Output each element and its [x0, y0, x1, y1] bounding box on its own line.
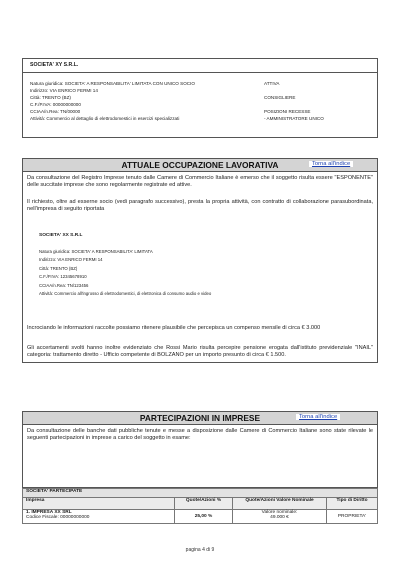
col-company: Impresa — [23, 498, 175, 510]
table-header: SOCIETA' PARTECIPATE — [23, 489, 378, 498]
occupation-para-4: Gli accertamenti svolti hanno inoltre evidenziato che Rossi Mario risulta percepire pensione erogata dall'istituto previdenziale "INAIL" categoria: trattamento diretto - Ufficio competente di BOLZANO per un importo presunto di circa € 1.500. — [27, 345, 373, 359]
occupation-section — [22, 158, 378, 363]
participations-table — [22, 488, 378, 524]
occupation-title: ATTUALE OCCUPAZIONE LAVORATIVA — [121, 160, 279, 170]
inner-company-legal-form: Natura giuridica: SOCIETA' A RESPONSABILITA' LIMITATA — [39, 249, 153, 254]
cell-nominal — [233, 510, 327, 524]
participations-para: Da consultazione delle banche dati pubbliche tenute e messe a disposizione dalle Camere di Commercio Italiane sono state rilevate le seguenti partecipazioni in imprese a carico del soggetto in esame: — [27, 428, 373, 442]
col-nominal: Quote/Azioni Valore Nominale — [233, 498, 327, 510]
inner-company-vat: C.F./P.IVA: 12345678910 — [39, 274, 87, 279]
company-cf: Codice Fiscale: 00000000000 — [26, 515, 90, 521]
cell-company — [23, 510, 175, 524]
participations-index-link[interactable]: Torna all'indice — [296, 414, 340, 420]
occupation-para-3: Incrociando le informazioni raccolte possiamo ritenere plausibile che percepisca un compenso mensile di circa € 3.000 — [27, 325, 321, 331]
company-activity: Attività: Commercio al dettaglio di elettrodomestici in esercizi specializzati — [30, 116, 180, 121]
inner-company-address: Indirizzo: VIA ENRICO FERMI 14 — [39, 257, 103, 262]
company-block — [22, 58, 378, 138]
company-name: 1. IMPRESA XX SRL — [26, 510, 72, 515]
nominal-value: 49.000 € — [270, 515, 289, 521]
company-address: Indirizzo: VIA ENRICO FERMI 14 — [30, 88, 98, 93]
col-right: Tipo di Diritto — [327, 498, 378, 510]
occupation-para-1: Da consultazione del Registro Imprese tenuto dalle Camere di Commercio Italiane è emerso che il soggetto risulta essere "ESPONENTE" delle succitate imprese che sono regolarmente registrate ed attive. — [27, 175, 373, 189]
table-row — [23, 510, 378, 524]
company-legal-form: Natura giuridica: SOCIETA' A RESPONSABILITA' LIMITATA CON UNICO SOCIO — [30, 81, 195, 86]
company-title: SOCIETA' XY S.R.L. — [30, 62, 79, 68]
inner-company-title: SOCIETA' XX S.R.L — [39, 233, 83, 238]
company-past-positions: POSIZIONI RECESSE — [264, 109, 311, 114]
col-percent: Quote/Azioni % — [175, 498, 233, 510]
page-number: pagina 4 di 9 — [185, 547, 215, 553]
inner-company-activity: Attività: Commercio all'ingrosso di elettrodomestici, di elettronica di consumo audio e video — [39, 291, 212, 296]
occupation-para-2: Il richiesto, oltre ad esserne socio (vedi paragrafo successivo), presta la propria attività, con contratto di collaborazione parasubordinata, nell'impresa di seguito riportata — [27, 199, 373, 213]
company-vat: C.F./P.IVA: 00000000000 — [30, 102, 81, 107]
company-role: CONSIGLIERE — [264, 95, 296, 100]
cell-percent: 25,00 % — [175, 510, 233, 524]
participations-section — [22, 411, 378, 488]
table-column-row — [23, 498, 378, 510]
company-past-role: - AMMINISTRATORE UNICO — [264, 116, 324, 121]
nominal-label: Valore nominale: — [261, 510, 298, 515]
occupation-index-link[interactable]: Torna all'indice — [309, 161, 353, 167]
cell-right: PROPRIETA' — [327, 510, 378, 524]
participations-title: PARTECIPAZIONI IN IMPRESE — [139, 413, 261, 423]
company-status: ATTIVA — [264, 81, 280, 86]
inner-company-rea: CCIAA/n.Rea: TN/123456 — [39, 283, 89, 288]
company-rea: CCIAA/n.Rea: TN/00000 — [30, 109, 81, 114]
company-city: Città: TRENTO (BZ) — [30, 95, 71, 100]
inner-company-city: Città: TRENTO (BZ) — [39, 266, 78, 271]
table-header-row — [23, 489, 378, 498]
company-divider — [23, 72, 377, 73]
